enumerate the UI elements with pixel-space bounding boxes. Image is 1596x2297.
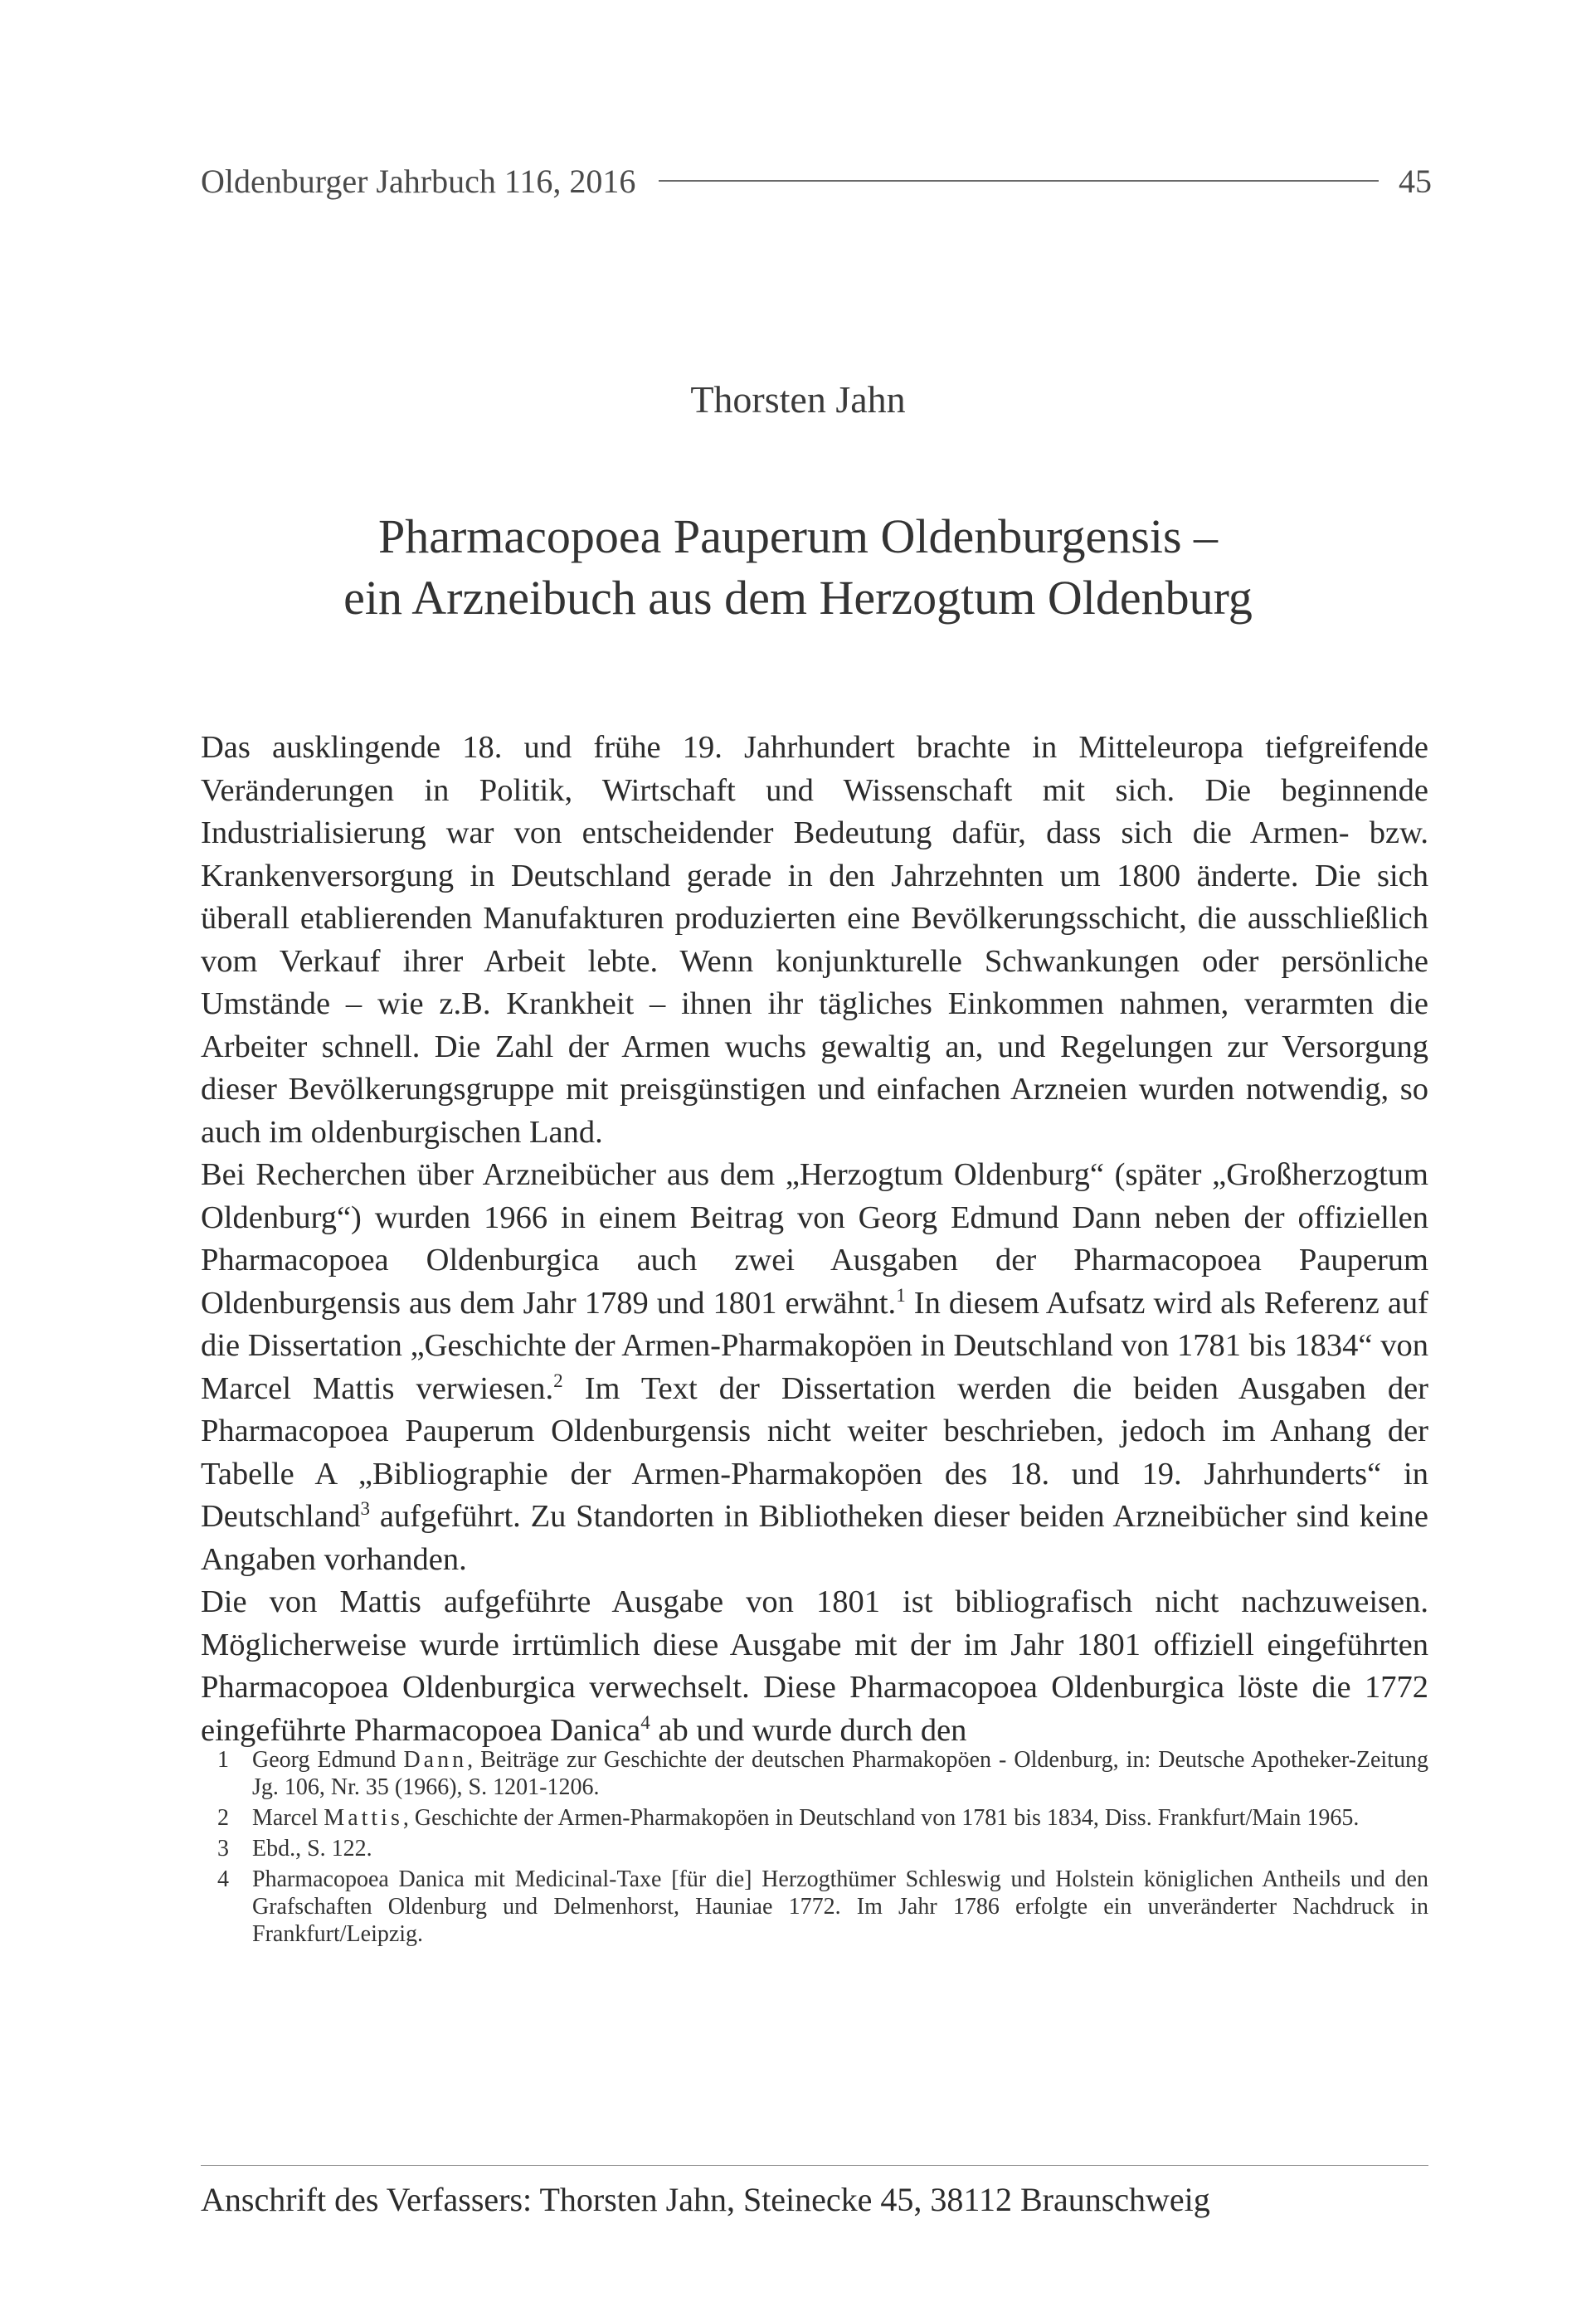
footnote-text: Ebd., S. 122. bbox=[252, 1836, 372, 1861]
footnote-ref-2[interactable]: 2 bbox=[553, 1369, 563, 1391]
author-name: Thorsten Jahn bbox=[690, 378, 906, 421]
footnotes bbox=[201, 1746, 1428, 1951]
body-text bbox=[201, 727, 1428, 1752]
paragraph-1: Das ausklingende 18. und frühe 19. Jahrhundert brachte in Mitteleuropa tiefgreifende Veränderungen in Politik, Wirtschaft und Wissenschaft mit sich. Die beginnende Industrialisierung war von entscheidender Bedeutung dafür, dass sich die Armen- bzw. Krankenversorgung in Deutschland gerade in den Jahrzehnten um 1800 änderte. Die sich überall etablierenden Manufakturen produzierten eine Bevölkerungsschicht, die ausschließlich vom Verkauf ihrer Arbeit lebte. Wenn konjunkturelle Schwankungen oder persönliche Umstände – wie z.B. Krankheit – ihnen ihr tägliches Einkommen nahmen, verarmten die Arbeiter schnell. Die Zahl der Armen wuchs gewaltig an, und Regelungen zur Versorgung dieser Bevölkerungsgruppe mit preisgünstigen und einfachen Arzneien wurden notwendig, so auch im oldenburgischen Land. bbox=[201, 730, 1428, 1150]
footnote-text bbox=[252, 1804, 1428, 1832]
paragraph-3-part-a: Die von Mattis aufgeführte Ausgabe von 1801 ist bibliografisch nicht nachzuweisen. Möglicherweise wurde irrtümlich diese Ausgabe mit der im Jahr 1801 offiziell eingeführten Pharmacopoea Oldenburgica verwechselt. Diese Pharmacopoea Oldenburgica löste die 1772 eingeführte Pharmacopoea Danica bbox=[201, 1584, 1428, 1748]
footnote-author-name: Mattis bbox=[324, 1805, 403, 1831]
footnote-number: 4 bbox=[217, 1866, 229, 1892]
footnote-text bbox=[252, 1746, 1428, 1801]
running-head bbox=[201, 158, 1432, 204]
paragraph-2-part-d: aufgeführt. Zu Standorten in Bibliotheken dieser beiden Arzneibücher sind keine Angaben vorhanden. bbox=[201, 1499, 1428, 1577]
footnote-ref-3[interactable]: 3 bbox=[360, 1497, 370, 1520]
footnote-author-name: Dann bbox=[403, 1747, 468, 1773]
paragraph-3 bbox=[201, 1581, 1428, 1752]
title-line-2: ein Arzneibuch aus dem Herzogtum Oldenburg bbox=[343, 571, 1253, 625]
author-address: Anschrift des Verfassers: Thorsten Jahn, Steinecke 45, 38112 Braunschweig bbox=[201, 2181, 1210, 2218]
footnote-text-pre: Marcel bbox=[252, 1805, 324, 1831]
footnote-3 bbox=[201, 1835, 1428, 1862]
article-title bbox=[166, 506, 1430, 629]
footnote-text-post: , Geschichte der Armen-Pharmakopöen in Deutschland von 1781 bis 1834, Diss. Frankfurt/Main 1965. bbox=[402, 1805, 1360, 1831]
title-line-1: Pharmacopoea Pauperum Oldenburgensis – bbox=[377, 509, 1219, 563]
footnote-1 bbox=[201, 1746, 1428, 1801]
paragraph-2-part-a: Bei Recherchen über Arzneibücher aus dem „Herzogtum Oldenburg“ (später „Großherzogtum Oldenburg“) wurden 1966 in einem Beitrag von Georg Edmund Dann neben der offiziellen Pharmacopoea Oldenburgica auch zwei Ausgaben der Pharmacopoea Pauperum Oldenburgensis aus dem Jahr 1789 und 1801 erwähnt. bbox=[201, 1157, 1428, 1321]
paragraph-2-part-b: In diesem Aufsatz wird als Referenz auf die Dissertation „Geschichte der Armen-Pharmakopöen in Deutschland von 1781 bis 1834“ von Marcel Mattis verwiesen. bbox=[201, 1285, 1428, 1406]
bottom-rule bbox=[201, 2165, 1428, 2166]
paragraph-2-part-c: Im Text der Dissertation werden die beiden Ausgaben der Pharmacopoea Pauperum Oldenburgensis nicht weiter beschrieben, jedoch im Anhang der Tabelle A „Bibliographie der Armen-Pharmakopöen des 18. und 19. Jahrhunderts“ in Deutschland bbox=[201, 1370, 1428, 1534]
footnote-text: Pharmacopoea Danica mit Medicinal-Taxe [für die] Herzogthümer Schleswig und Holstein königlichen Antheils und den Grafschaften Oldenburg und Delmenhorst, Hauniae 1772. Im Jahr 1786 erfolgte ein unveränderter Nachdruck in Frankfurt/Leipzig. bbox=[252, 1866, 1428, 1947]
header-rule bbox=[659, 180, 1379, 182]
footnote-4 bbox=[201, 1866, 1428, 1948]
footnote-number: 2 bbox=[217, 1805, 229, 1831]
footnote-text-post: , Beiträge zur Geschichte der deutschen Pharmakopöen - Oldenburg, in: Deutsche Apotheker-Zeitung Jg. 106, Nr. 35 (1966), S. 1201-1206. bbox=[252, 1747, 1428, 1800]
footnote-ref-1[interactable]: 1 bbox=[896, 1283, 906, 1306]
footnote-number: 1 bbox=[217, 1747, 229, 1773]
footnote-text-pre: Georg Edmund bbox=[252, 1747, 404, 1773]
paragraph-3-part-b: ab und wurde durch den bbox=[650, 1712, 967, 1748]
footnote-2 bbox=[201, 1804, 1428, 1832]
page-number: 45 bbox=[1399, 162, 1432, 200]
journal-name: Oldenburger Jahrbuch 116, 2016 bbox=[201, 162, 636, 200]
paragraph-2 bbox=[201, 1154, 1428, 1581]
footnote-number: 3 bbox=[217, 1836, 229, 1861]
footnote-ref-4[interactable]: 4 bbox=[640, 1711, 650, 1733]
